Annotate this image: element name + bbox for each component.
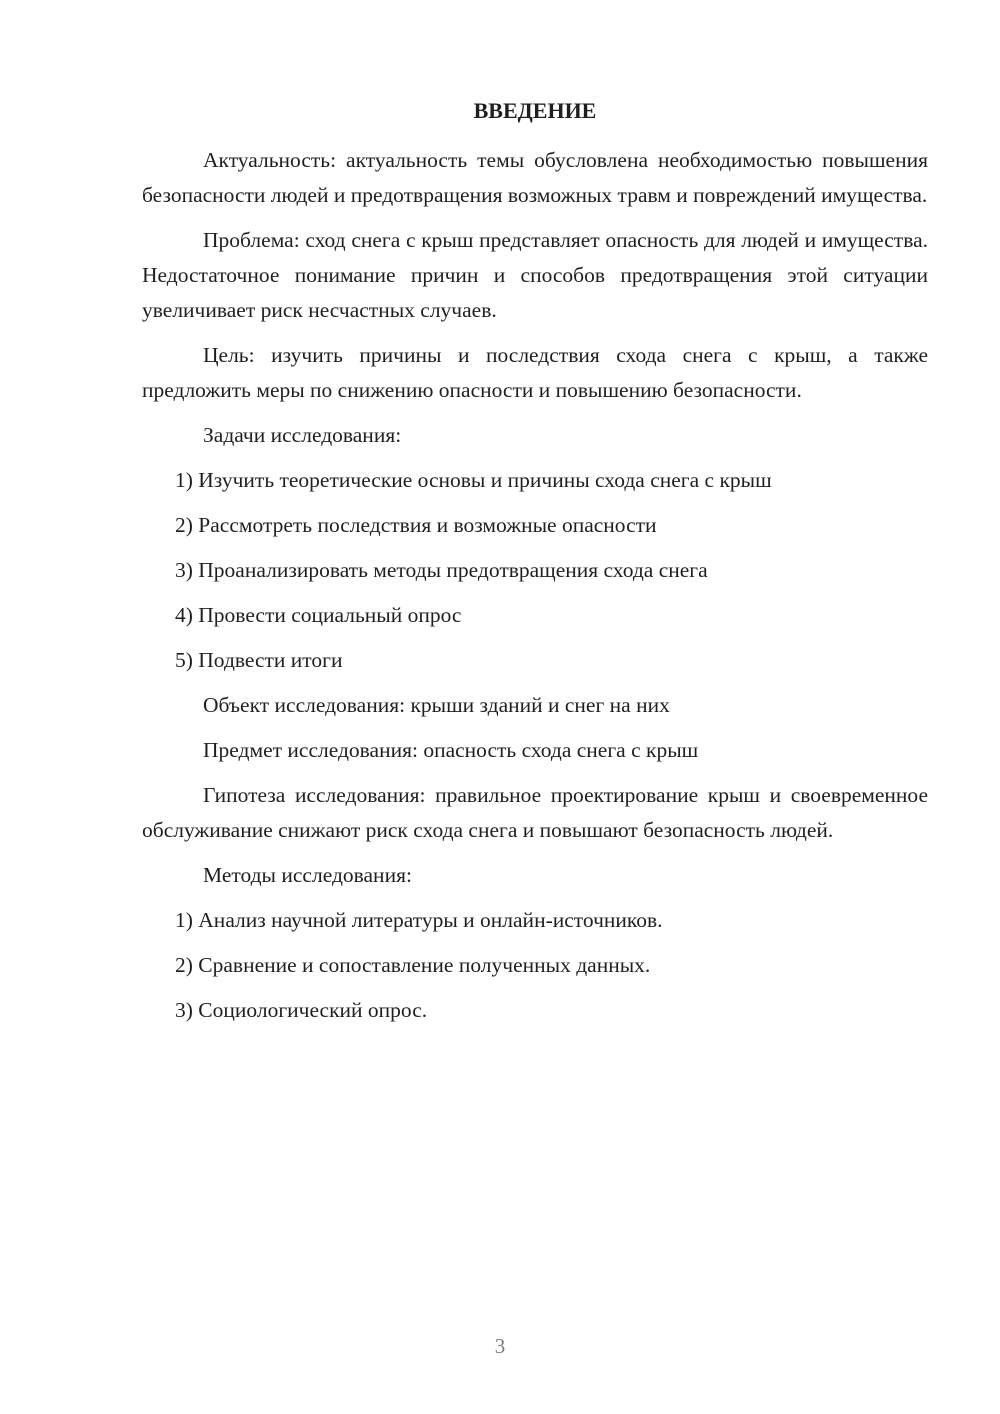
method-item-1: 1) Анализ научной литературы и онлайн-источников. xyxy=(175,908,663,932)
method-item-2: 2) Сравнение и сопоставление полученных данных. xyxy=(175,953,651,977)
task-item-2: 2) Рассмотреть последствия и возможные опасности xyxy=(175,513,657,537)
object-paragraph: Объект исследования: крыши зданий и снег на них xyxy=(203,693,670,717)
task-item-4: 4) Провести социальный опрос xyxy=(175,603,462,627)
subject-paragraph: Предмет исследования: опасность схода снега с крыш xyxy=(203,738,699,762)
task-item-5: 5) Подвести итоги xyxy=(175,648,343,672)
relevance-paragraph: Актуальность: актуальность темы обусловлена необходимостью повышения безопасности людей и предотвращения возможных травм и повреждений имущества. xyxy=(142,148,928,207)
tasks-heading: Задачи исследования: xyxy=(203,423,402,447)
method-item-3: 3) Социологический опрос. xyxy=(175,998,428,1022)
page-number: 3 xyxy=(494,1334,506,1358)
section-heading: ВВЕДЕНИЕ xyxy=(473,98,597,123)
task-item-1: 1) Изучить теоретические основы и причины схода снега с крыш xyxy=(175,468,772,492)
goal-paragraph: Цель: изучить причины и последствия схода снега с крыш, а также предложить меры по снижению опасности и повышению безопасности. xyxy=(142,343,928,402)
task-item-3: 3) Проанализировать методы предотвращения схода снега xyxy=(175,558,708,582)
methods-heading: Методы исследования: xyxy=(203,863,412,887)
problem-paragraph: Проблема: сход снега с крыш представляет опасность для людей и имущества. Недостаточное понимание причин и способов предотвращения этой ситуации увеличивает риск несчастных случаев. xyxy=(142,228,928,322)
document-body xyxy=(142,143,928,1028)
hypothesis-paragraph: Гипотеза исследования: правильное проектирование крыш и своевременное обслуживание снижают риск схода снега и повышают безопасность людей. xyxy=(142,783,928,842)
